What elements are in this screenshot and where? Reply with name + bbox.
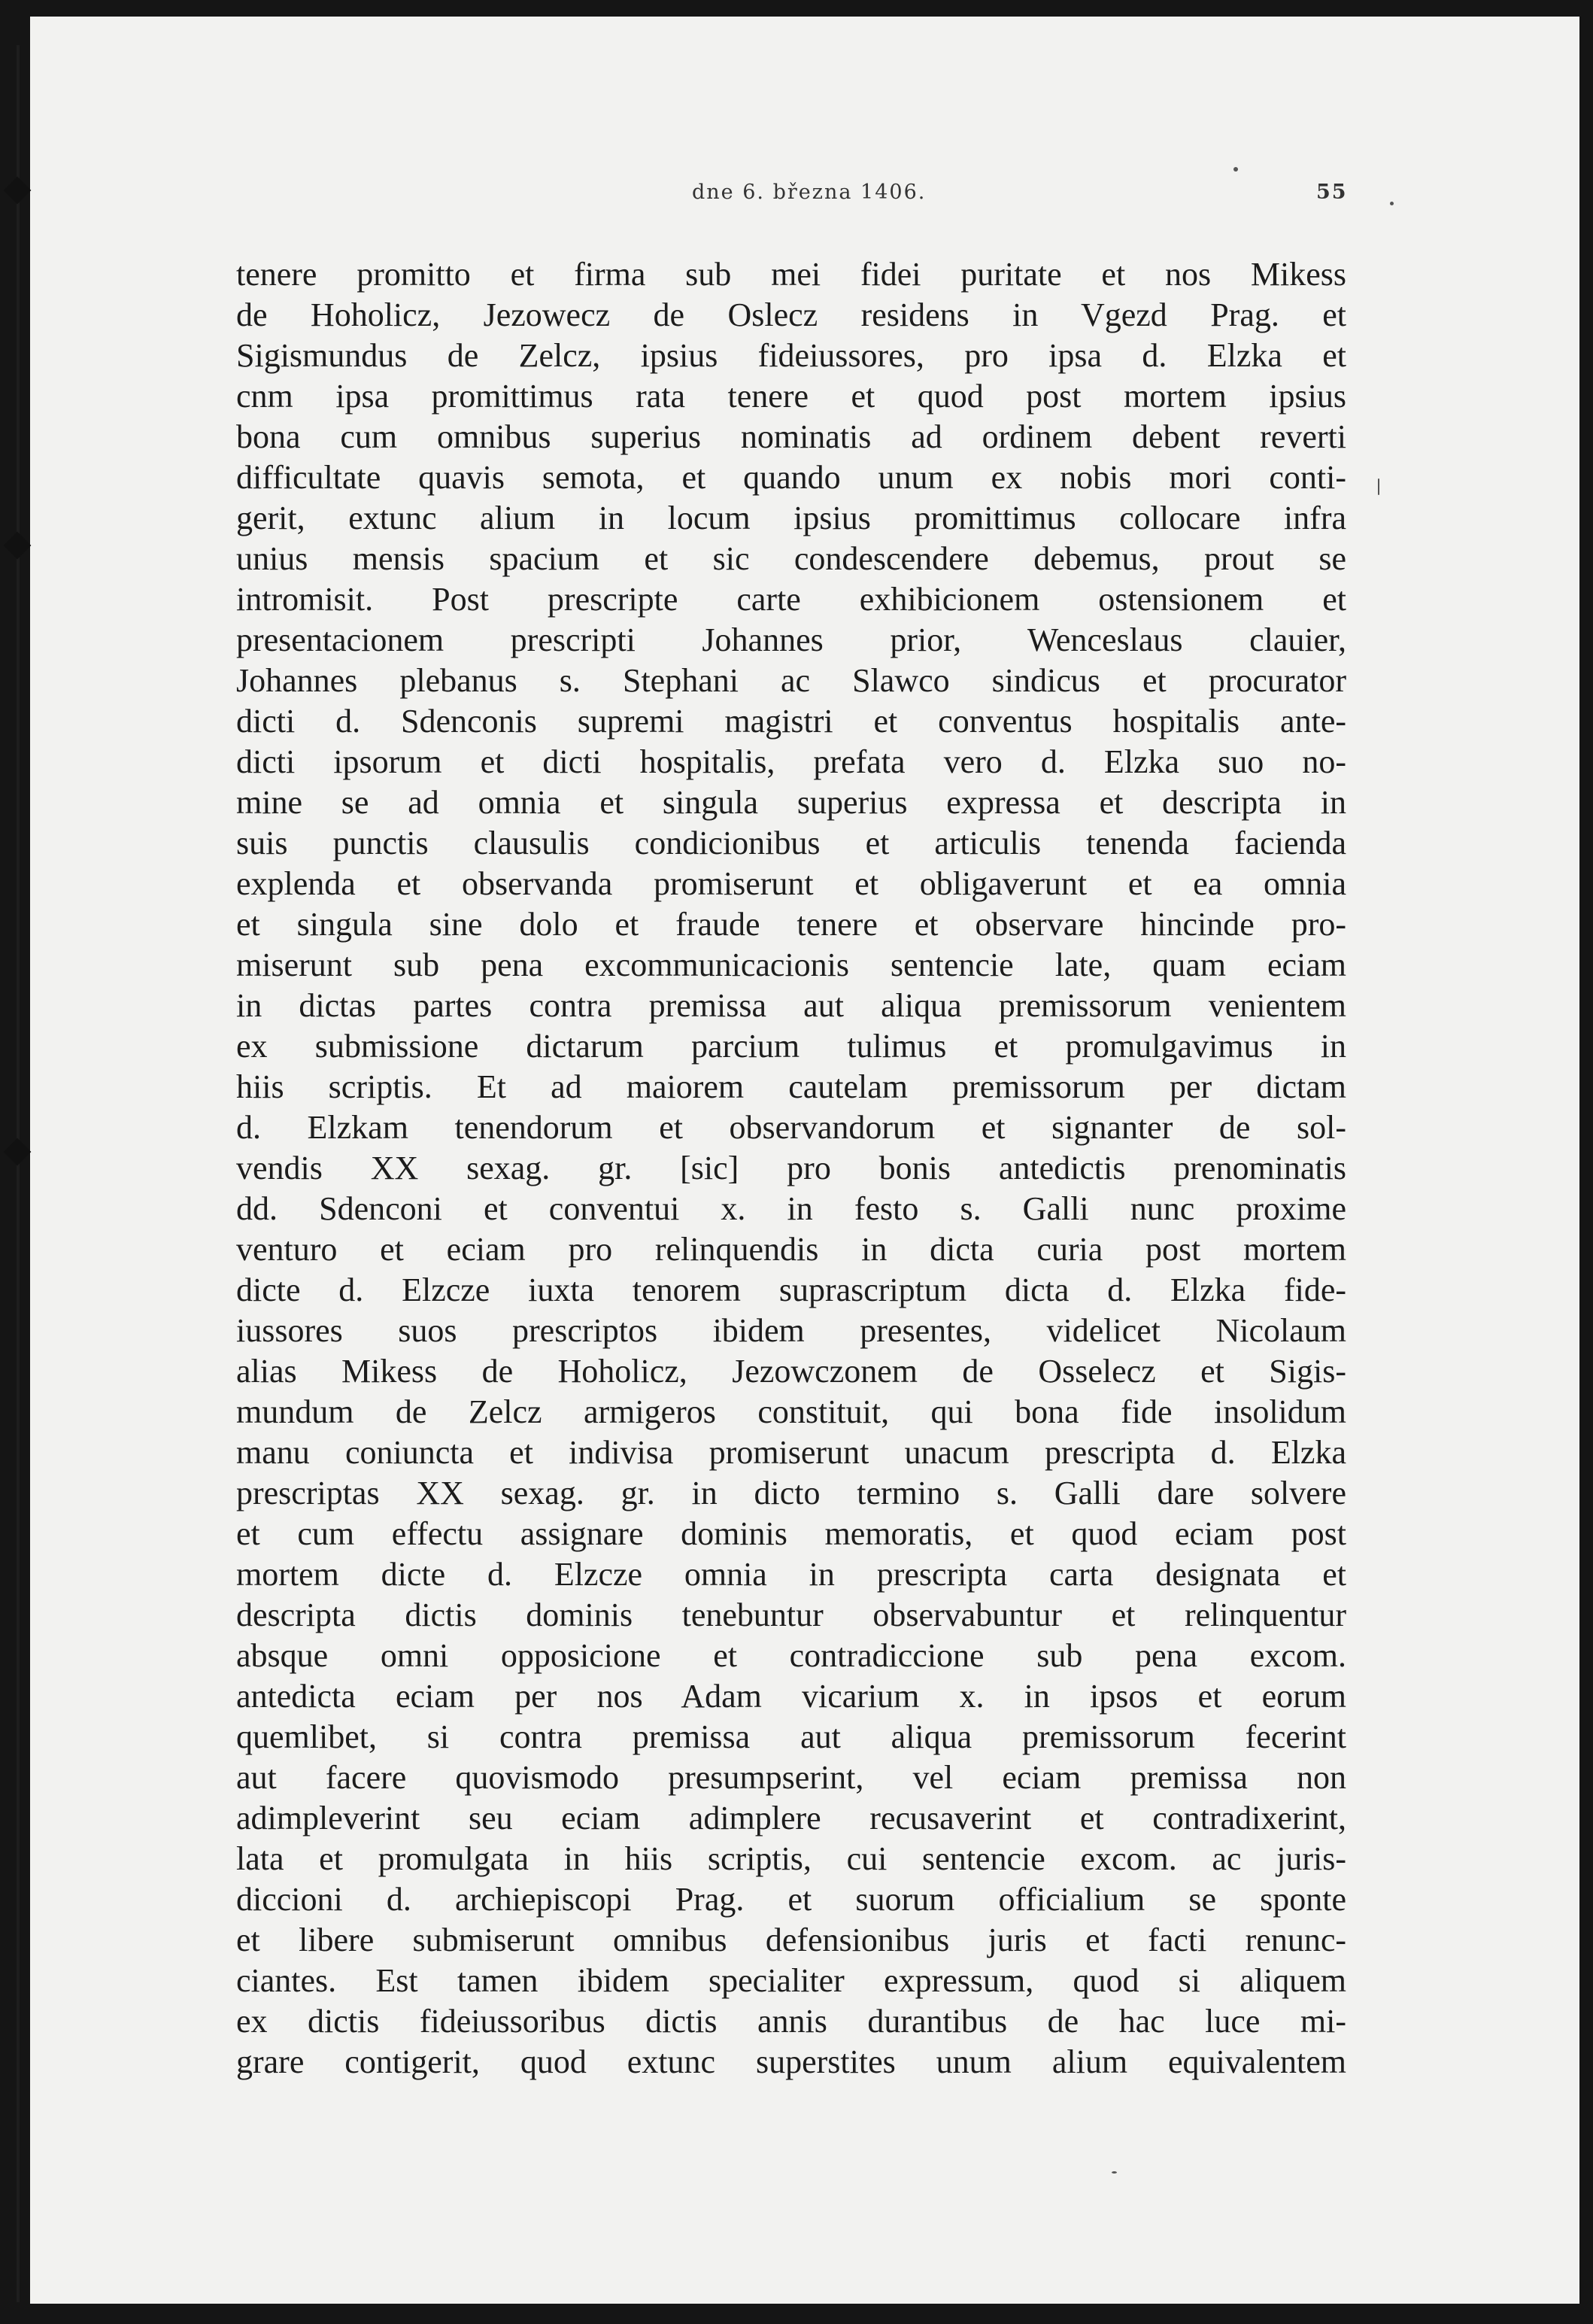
- running-head: [0, 181, 1593, 211]
- text-line: miserunt sub pena excommunicacionis sentencie late, quam eciam: [236, 946, 1346, 983]
- text-line: prescriptas XX sexag. gr. in dicto termino s. Galli dare solvere: [236, 1475, 1346, 1511]
- scan-speck: [1112, 2171, 1117, 2174]
- text-line: et singula sine dolo et fraude tenere et observare hincinde pro-: [236, 906, 1346, 943]
- binding-mark: [4, 1138, 32, 1166]
- text-line: mortem dicte d. Elzcze omnia in prescripta carta designata et: [236, 1556, 1346, 1593]
- scan-speck: [1233, 167, 1238, 172]
- text-line: d. Elzkam tenendorum et observandorum et signanter de sol-: [236, 1109, 1346, 1146]
- text-line: bona cum omnibus superius nominatis ad ordinem debent reverti: [236, 418, 1346, 455]
- text-line: suis punctis clausulis condicionibus et articulis tenenda facienda: [236, 825, 1346, 861]
- binding-mark: [4, 532, 32, 560]
- text-line: de Hoholicz, Jezowecz de Oslecz residens in Vgezd Prag. et: [236, 296, 1346, 333]
- page-number: 55: [1316, 181, 1348, 204]
- text-line: ex dictis fideiussoribus dictis annis durantibus de hac luce mi-: [236, 2003, 1346, 2040]
- text-line: ex submissione dictarum parcium tulimus et promulgavimus in: [236, 1028, 1346, 1065]
- text-line: gerit, extunc alium in locum ipsius promittimus collocare infra: [236, 500, 1346, 536]
- text-line: in dictas partes contra premissa aut aliqua premissorum venientem: [236, 987, 1346, 1024]
- body-text: [236, 254, 1346, 2082]
- text-line: descripta dictis dominis tenebuntur observabuntur et relinquentur: [236, 1596, 1346, 1633]
- scan-speck: [1378, 478, 1379, 495]
- text-line: unius mensis spacium et sic condescendere debemus, prout se: [236, 540, 1346, 577]
- text-line: manu coniuncta et indivisa promiserunt unacum prescripta d. Elzka: [236, 1434, 1346, 1471]
- text-line: et libere submiserunt omnibus defensionibus juris et facti renunc-: [236, 1921, 1346, 1958]
- text-line: absque omni opposicione et contradiccione sub pena excom.: [236, 1637, 1346, 1674]
- text-line: venturo et eciam pro relinquendis in dicta curia post mortem: [236, 1231, 1346, 1268]
- text-line: dd. Sdenconi et conventui x. in festo s. Galli nunc proxime: [236, 1190, 1346, 1227]
- text-line: dicte d. Elzcze iuxta tenorem suprascriptum dicta d. Elzka fide-: [236, 1271, 1346, 1308]
- text-line: explenda et observanda promiserunt et obligaverunt et ea omnia: [236, 865, 1346, 902]
- text-line: lata et promulgata in hiis scriptis, cui sentencie excom. ac juris-: [236, 1840, 1346, 1877]
- text-line: alias Mikess de Hoholicz, Jezowczonem de Osselecz et Sigis-: [236, 1353, 1346, 1390]
- text-line: dicti ipsorum et dicti hospitalis, prefata vero d. Elzka suo no-: [236, 743, 1346, 780]
- text-line: iussores suos prescriptos ibidem presentes, videlicet Nicolaum: [236, 1312, 1346, 1349]
- text-line: difficultate quavis semota, et quando unum ex nobis mori conti-: [236, 459, 1346, 496]
- text-line: ciantes. Est tamen ibidem specialiter expressum, quod si aliquem: [236, 1962, 1346, 1999]
- text-line: quemlibet, si contra premissa aut aliqua premissorum fecerint: [236, 1718, 1346, 1755]
- text-line: Sigismundus de Zelcz, ipsius fideiussores, pro ipsa d. Elzka et: [236, 337, 1346, 374]
- text-line: vendis XX sexag. gr. [sic] pro bonis antedictis prenominatis: [236, 1150, 1346, 1186]
- text-line: cnm ipsa promittimus rata tenere et quod post mortem ipsius: [236, 378, 1346, 415]
- text-line: antedicta eciam per nos Adam vicarium x. in ipsos et eorum: [236, 1678, 1346, 1715]
- text-line: hiis scriptis. Et ad maiorem cautelam premissorum per dictam: [236, 1068, 1346, 1105]
- text-line: Johannes plebanus s. Stephani ac Slawco sindicus et procurator: [236, 662, 1346, 699]
- text-line: mundum de Zelcz armigeros constituit, qui bona fide insolidum: [236, 1393, 1346, 1430]
- text-line: intromisit. Post prescripte carte exhibicionem ostensionem et: [236, 581, 1346, 618]
- text-line: aut facere quovismodo presumpserint, vel eciam premissa non: [236, 1759, 1346, 1796]
- text-line: diccioni d. archiepiscopi Prag. et suorum officialium se sponte: [236, 1881, 1346, 1918]
- text-line: grare contigerit, quod extunc superstites unum alium equivalentem: [236, 2043, 1346, 2080]
- text-line: presentacionem prescripti Johannes prior, Wenceslaus clauier,: [236, 621, 1346, 658]
- text-line: dicti d. Sdenconis supremi magistri et conventus hospitalis ante-: [236, 703, 1346, 740]
- text-line: et cum effectu assignare dominis memoratis, et quod eciam post: [236, 1515, 1346, 1552]
- binding-edge: [17, 45, 20, 2302]
- text-line: adimpleverint seu eciam adimplere recusaverint et contradixerint,: [236, 1800, 1346, 1836]
- running-head-title: dne 6. března 1406.: [692, 181, 927, 204]
- text-line: mine se ad omnia et singula superius expressa et descripta in: [236, 784, 1346, 821]
- text-line: tenere promitto et firma sub mei fidei puritate et nos Mikess: [236, 256, 1346, 293]
